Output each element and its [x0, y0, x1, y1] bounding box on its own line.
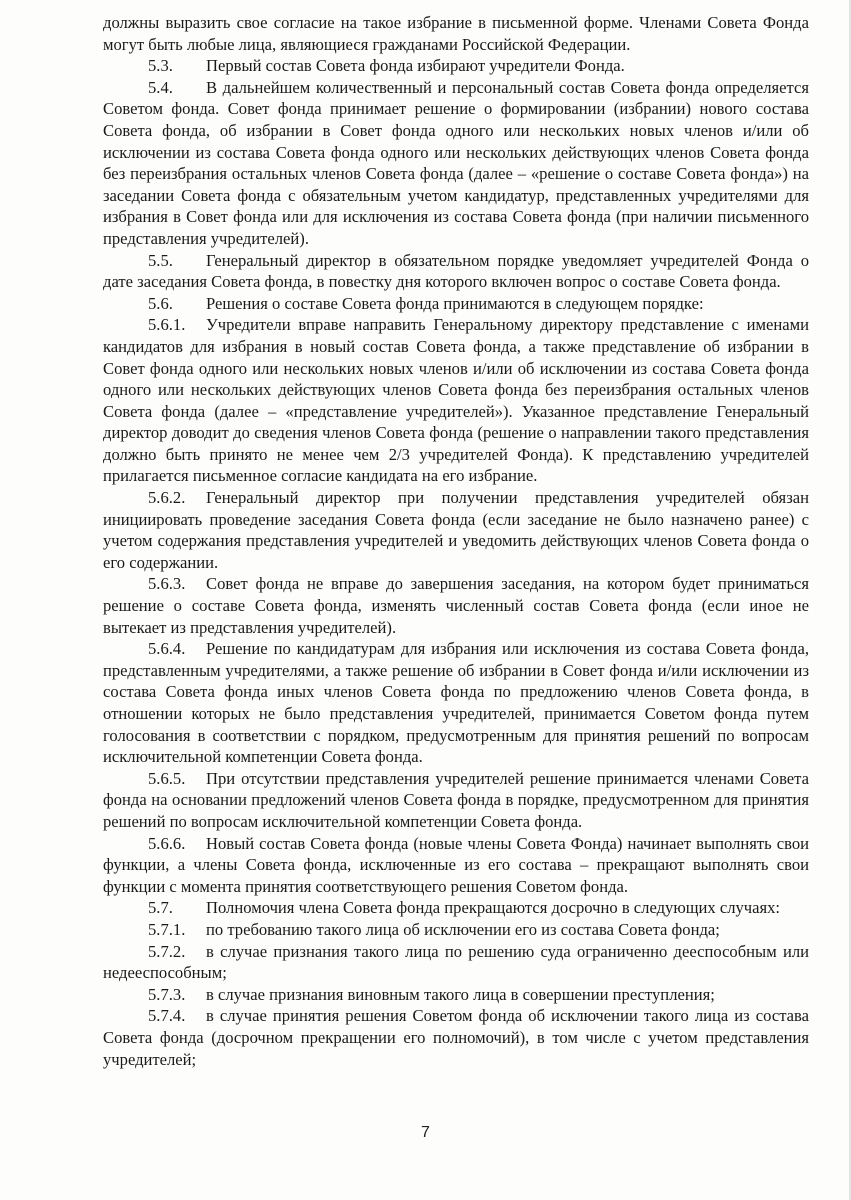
- clause-text: Генеральный директор при получении представления учредителей обязан инициировать проведение заседания Совета фонда (если заседание не было назначено ранее) с учетом содержания представления учредителей и уведомить действующих членов Совета фонда о его содержании.: [103, 488, 809, 572]
- clause-5-7-3: [103, 984, 809, 1006]
- clause-number: 5.7.3.: [148, 984, 186, 1004]
- clause-5-6: [103, 293, 809, 315]
- page-number: 7: [421, 1124, 430, 1141]
- clause-number: 5.4.: [148, 77, 173, 97]
- clause-5-4: [103, 77, 809, 250]
- clause-5-3: [103, 55, 809, 77]
- clause-text: При отсутствии представления учредителей решение принимается членами Совета фонда на основании предложений членов Совета фонда в порядке, предусмотренном для принятия решений по вопросам исключительной компетенции Совета фонда.: [103, 768, 809, 831]
- clause-text: Решения о составе Совета фонда принимаются в следующем порядке:: [206, 293, 704, 313]
- clause-number: 5.7.2.: [148, 941, 186, 961]
- clause-number: 5.6.3.: [148, 574, 186, 594]
- clause-number: 5.6.2.: [148, 488, 186, 508]
- clause-number: 5.6.1.: [148, 315, 186, 335]
- clause-text: в случае признания виновным такого лица в совершении преступления;: [206, 984, 715, 1004]
- clause-number: 5.6.4.: [148, 639, 186, 659]
- document-body: [103, 12, 809, 1070]
- clause-5-6-3: [103, 573, 809, 638]
- clause-number: 5.6.: [148, 293, 173, 313]
- clause-5-7-4: [103, 1005, 809, 1070]
- clause-text: в случае признания такого лица по решению суда ограниченно дееспособным или недееспособным;: [103, 941, 809, 983]
- clause-text: Решение по кандидатурам для избрания или исключения из состава Совета фонда, представленным учредителями, а также решение об избрании в Совет фонда и/или исключении из состава Совета фонда иных членов Совета фонда по предложению членов Совета фонда, в отношении которых не было представления учредителей, принимается Советом фонда путем голосования в соответствии с порядком, предусмотренным для принятия решений по вопросам исключительной компетенции Совета фонда.: [103, 639, 809, 767]
- clause-number: 5.7.1.: [148, 919, 186, 939]
- clause-number: 5.6.5.: [148, 768, 186, 788]
- clause-5-7-1: [103, 919, 809, 941]
- clause-5-6-1: [103, 314, 809, 487]
- clause-number: 5.3.: [148, 56, 173, 76]
- clause-5-7-2: [103, 941, 809, 984]
- clause-number: 5.7.: [148, 898, 173, 918]
- clause-5-6-4: [103, 638, 809, 768]
- clause-text: по требованию такого лица об исключении его из состава Совета фонда;: [206, 919, 720, 939]
- clause-text: Генеральный директор в обязательном порядке уведомляет учредителей Фонда о дате заседания Совета фонда, в повестку дня которого включен вопрос о составе Совета фонда.: [103, 250, 809, 292]
- clause-text: В дальнейшем количественный и персональный состав Совета фонда определяется Советом фонда. Совет фонда принимает решение о формировании (избрании) нового состава Совета фонда, об избрании в Совет фонда одного или нескольких новых членов и/или об исключении из состава Совета фонда одного или нескольких действующих членов Совета фонда без переизбрания остальных членов Совета фонда (далее – «решение о составе Совета фонда») на заседании Совета фонда с обязательным учетом кандидатур, представленных учредителями для избрания в Совет фонда или для исключения из состава Совета фонда (при наличии письменного представления учредителей).: [103, 77, 809, 248]
- clause-text: Учредители вправе направить Генеральному директору представление с именами кандидатов для избрания в новый состав Совета фонда, а также представление об избрании в Совет фонда одного или нескольких новых членов и/или об исключении из состава Совета фонда одного или нескольких действующих членов Совета фонда без переизбрания остальных членов Совета фонда (далее – «представление учредителей»). Указанное представление Генеральный директор доводит до сведения членов Совета фонда (решение о направлении такого представления должно быть принято не менее чем 2/3 учредителей Фонда). К представлению учредителей прилагается письменное согласие кандидата на его избрание.: [103, 315, 809, 486]
- clause-5-6-5: [103, 768, 809, 833]
- clause-5-5: [103, 250, 809, 293]
- clause-5-7: [103, 897, 809, 919]
- clause-number: 5.6.6.: [148, 833, 186, 853]
- clause-number: 5.7.4.: [148, 1006, 186, 1026]
- clause-text: Полномочия члена Совета фонда прекращаются досрочно в следующих случаях:: [206, 898, 781, 918]
- clause-number: 5.5.: [148, 250, 173, 270]
- clause-text: Новый состав Совета фонда (новые члены Совета Фонда) начинает выполнять свои функции, а члены Совета фонда, исключенные из его состава – прекращают выполнять свои функции с момента принятия соответствующего решения Советом фонда.: [103, 833, 809, 896]
- clause-text: в случае принятия решения Советом фонда об исключении такого лица из состава Совета фонда (досрочном прекращении его полномочий), в том числе с учетом представления учредителей;: [103, 1006, 809, 1069]
- clause-text: Совет фонда не вправе до завершения заседания, на котором будет приниматься решение о составе Совета фонда, изменять численный состав Совета фонда (если иное не вытекает из представления учредителей).: [103, 574, 809, 637]
- paragraph-continuation: [103, 12, 809, 55]
- clause-text: Первый состав Совета фонда избирают учредители Фонда.: [206, 56, 625, 76]
- clause-5-6-6: [103, 833, 809, 898]
- clause-5-6-2: [103, 487, 809, 573]
- clause-text: должны выразить свое согласие на такое избрание в письменной форме. Членами Совета Фонда могут быть любые лица, являющиеся гражданами Российской Федерации.: [103, 13, 809, 54]
